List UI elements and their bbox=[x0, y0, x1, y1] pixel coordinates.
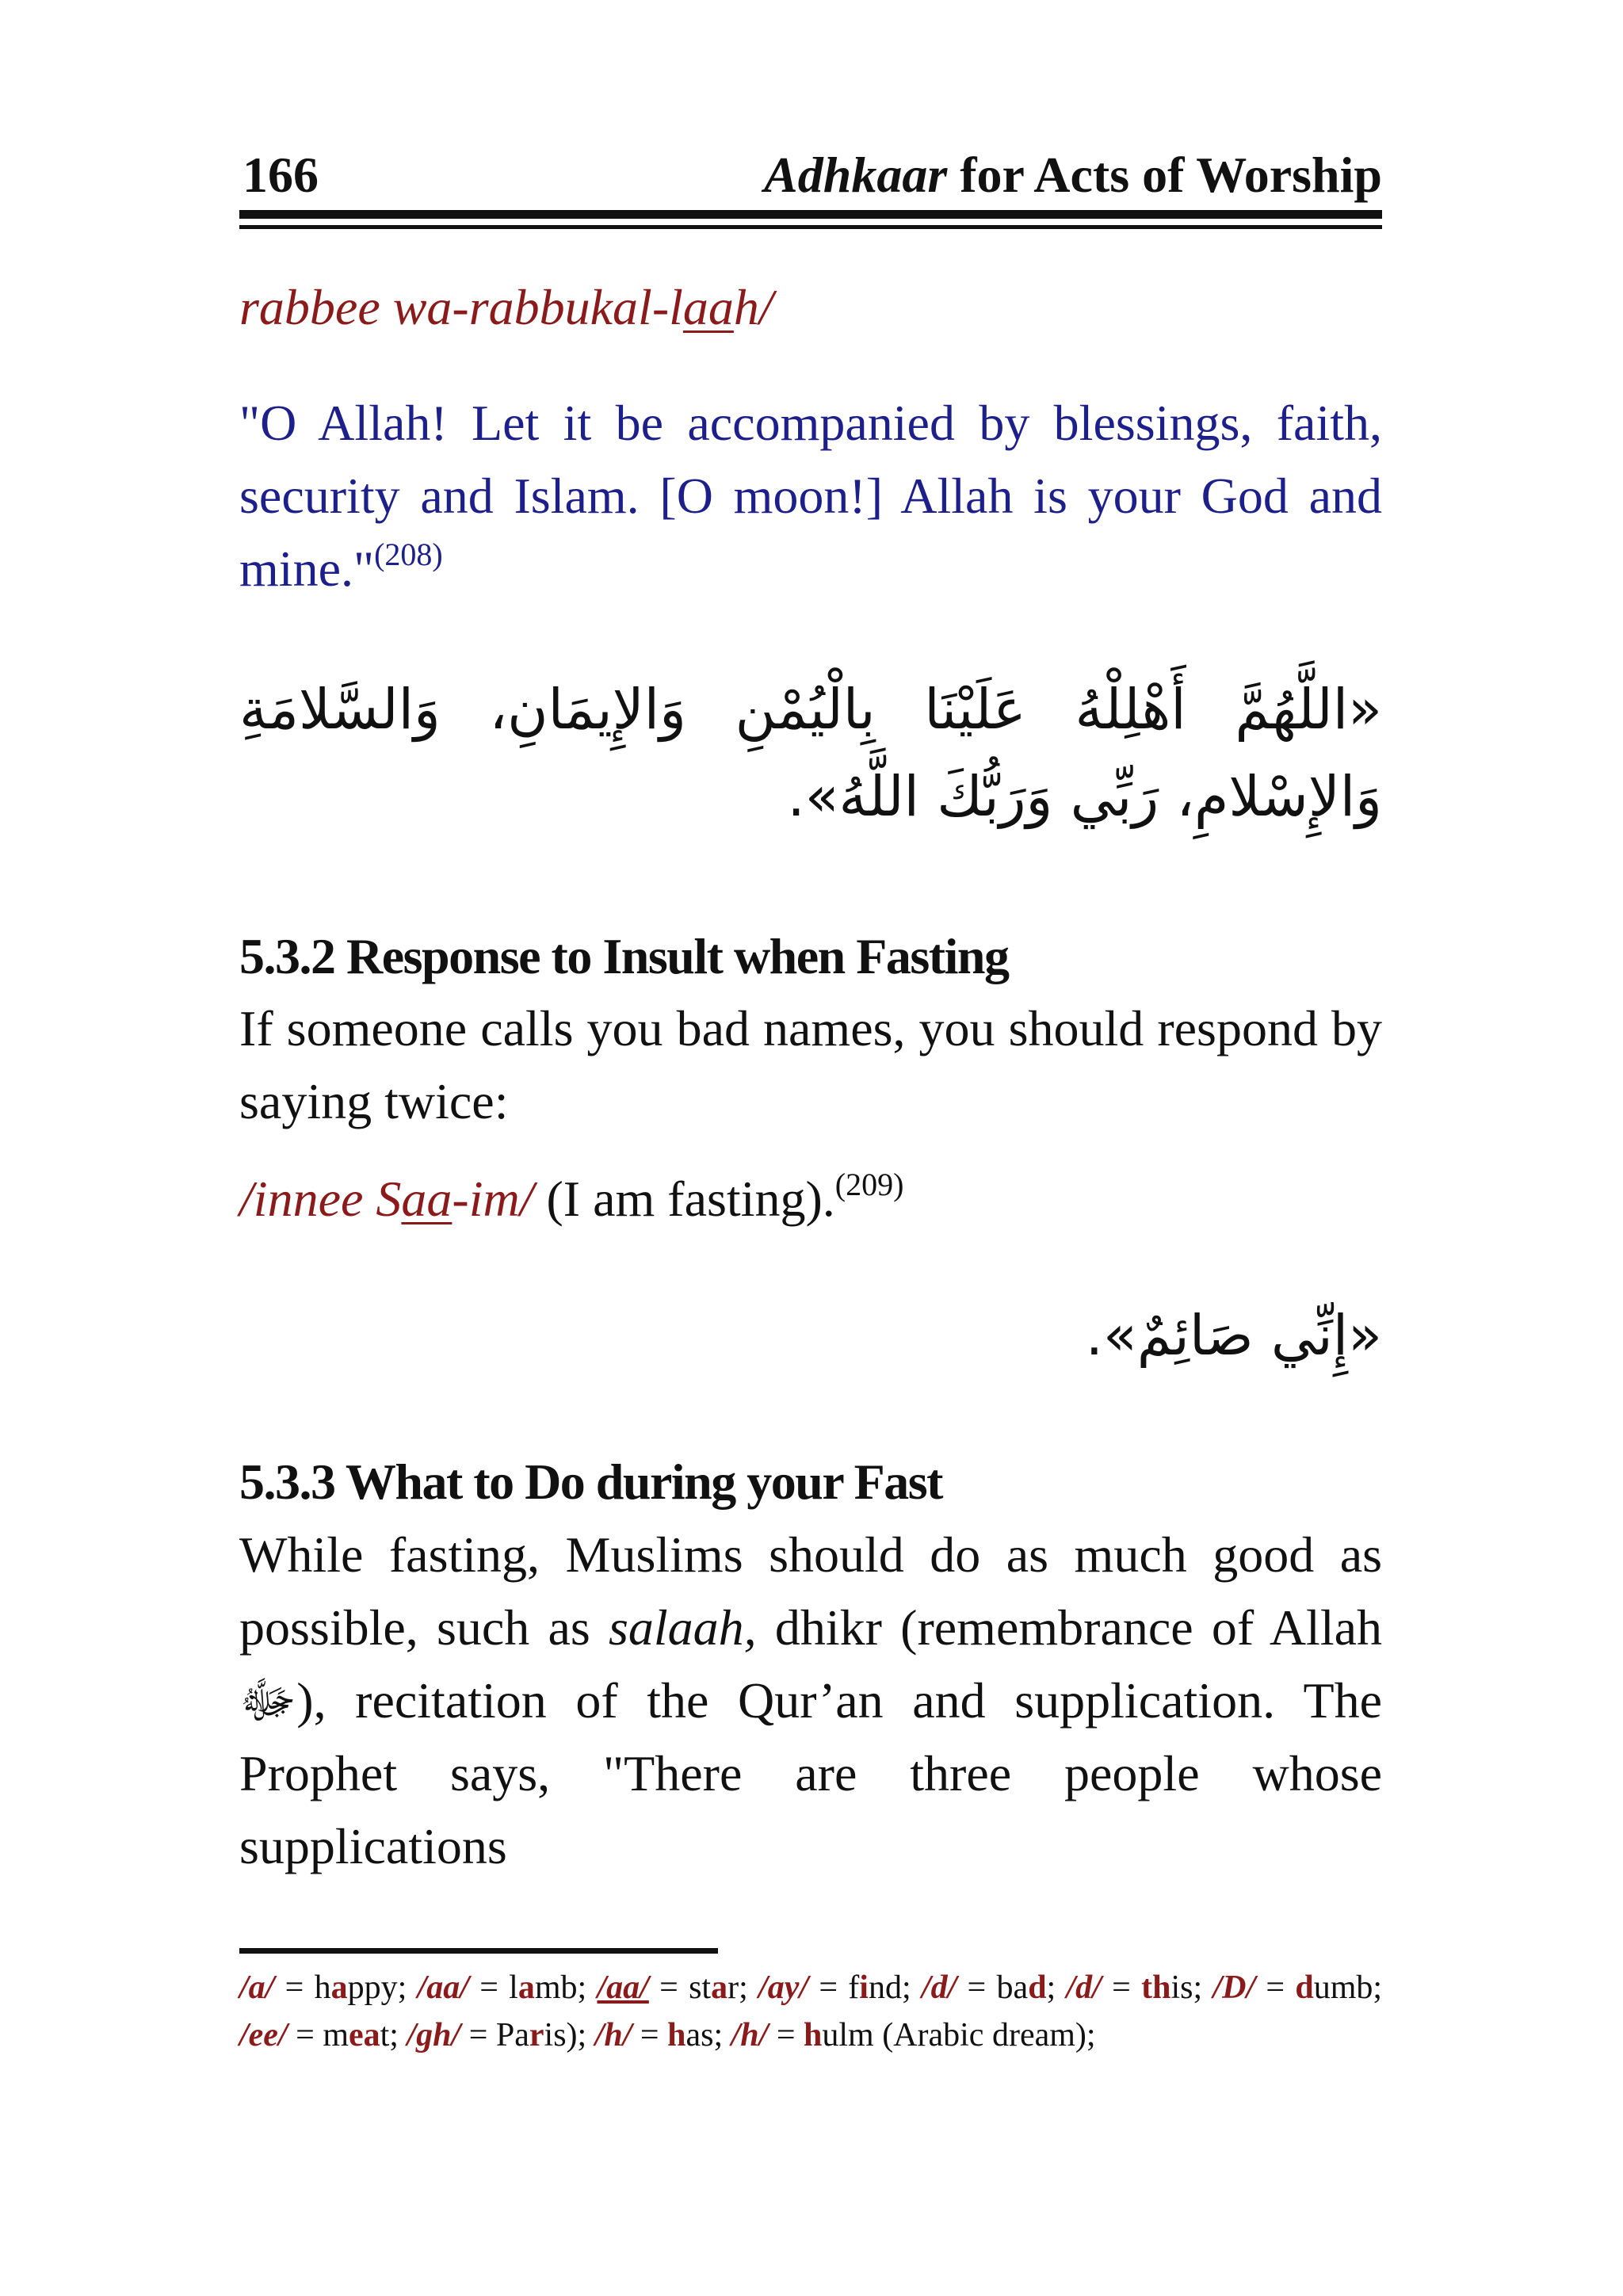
section-heading-5-3-3: 5.3.3 What to Do during your Fast bbox=[239, 1454, 942, 1510]
pron-entry: /d/ = bad; bbox=[921, 1969, 1067, 2006]
header-rule-thin bbox=[239, 225, 1382, 229]
chapter-title-italic: Adhkaar bbox=[764, 147, 948, 203]
transliteration-underlined: aa bbox=[682, 279, 734, 335]
pron-entry: /D/ = dumb; bbox=[1212, 1969, 1383, 2006]
running-header bbox=[239, 143, 1382, 208]
pron-entry: /ee/ = meat; bbox=[239, 2017, 407, 2053]
fasting-phrase-line bbox=[239, 1163, 1382, 1235]
pron-entry: /a/ = happy; bbox=[239, 1969, 418, 2006]
supplication-translation bbox=[239, 387, 1382, 606]
pron-entry: /h/ = has; bbox=[594, 2017, 731, 2053]
arabic-supplication-moon: «اللَّهُمَّ أَهْلِلْهُ عَلَيْنَا بِالْيُمْنِ وَالإِيمَانِ، وَالسَّلامَةِ وَالإِسْلامِ، رَبِّي وَرَبُّكَ اللَّهُ». bbox=[239, 677, 1382, 829]
section-heading-5-3-2: 5.3.2 Response to Insult when Fasting bbox=[239, 928, 1009, 984]
pronunciation-key-footnote bbox=[239, 1964, 1382, 2059]
transliteration-line bbox=[239, 274, 1382, 341]
book-page bbox=[239, 0, 1382, 2296]
pron-entry: /d/ = this; bbox=[1066, 1969, 1213, 2006]
fasting-translit-end: -im/ bbox=[452, 1171, 534, 1227]
arabic-fasting-phrase: «إِنِّي صَائِمٌ». bbox=[1085, 1303, 1382, 1368]
footnote-ref-209: (209) bbox=[834, 1167, 904, 1202]
salaah-term: salaah, bbox=[608, 1599, 757, 1656]
pron-entry: /aa/ = star; bbox=[597, 1969, 759, 2006]
fasting-meaning: (I am fasting). bbox=[533, 1171, 835, 1227]
footnote-ref-208: (208) bbox=[374, 537, 443, 572]
pron-entry: /h/ = hulm (Arabic dream); bbox=[731, 2017, 1096, 2053]
transliteration-start: rabbee wa-rabbukal-l bbox=[239, 279, 683, 335]
page-number: 166 bbox=[242, 147, 319, 203]
chapter-title-rest: for Acts of Worship bbox=[947, 147, 1382, 203]
header-rule-thick bbox=[239, 210, 1382, 219]
section-5-3-3-text bbox=[239, 1519, 1382, 1883]
section-5-3-3-text-b: dhikr (remembrance of Allah ﷻ), recitation of the Qur’an and supplication. The Prophet says, "There are three people whose supplications bbox=[239, 1599, 1382, 1874]
fasting-translit-start: /innee S bbox=[239, 1171, 402, 1227]
footnote-rule bbox=[239, 1948, 718, 1954]
section-5-3-3-text-a: While fasting, Muslims should do as much good as possible, such as bbox=[239, 1526, 1382, 1656]
fasting-translit-underlined: aa bbox=[401, 1171, 453, 1227]
transliteration-end: h/ bbox=[733, 279, 773, 335]
pron-entry: /gh/ = Paris); bbox=[407, 2017, 595, 2053]
chapter-title bbox=[764, 143, 1382, 208]
pron-entry: /aa/ = lamb; bbox=[417, 1969, 598, 2006]
translation-text: "O Allah! Let it be accompanied by blessings, faith, security and Islam. [O moon!] Allah is your God and mine." bbox=[239, 395, 1382, 597]
pron-entry: /ay/ = find; bbox=[758, 1969, 922, 2006]
section-5-3-2-text: If someone calls you bad names, you should respond by saying twice: bbox=[239, 1000, 1382, 1129]
